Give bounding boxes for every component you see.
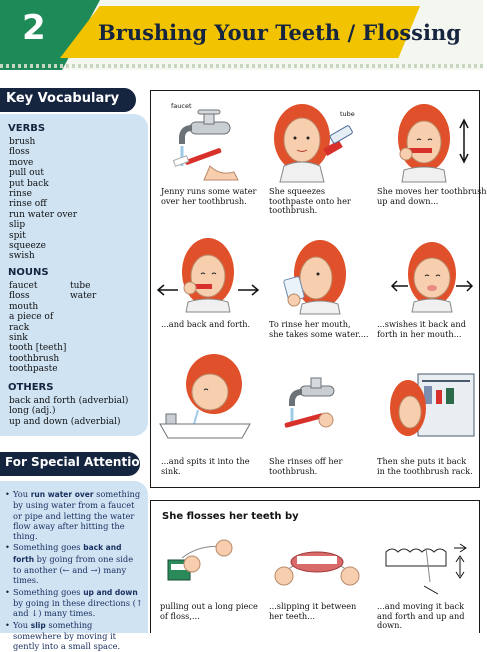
list-item: tooth [teeth] (9, 343, 67, 354)
list-item: sink (9, 333, 28, 344)
brushing-up-down-illustration (392, 104, 474, 182)
list-item: water (70, 291, 97, 302)
list-item: floss (9, 147, 30, 158)
step-3-caption: She moves her toothbrush up and down... (377, 186, 487, 206)
attention-title: For Special Attention (5, 455, 149, 469)
rinsing-toothbrush-illustration (278, 376, 350, 436)
list-item: faucet (9, 281, 38, 291)
list-item: squeeze (9, 241, 46, 252)
page-title: Brushing Your Teeth / Flossing (98, 20, 461, 45)
list-item: floss (9, 291, 30, 302)
faucet-label: faucet (171, 102, 192, 110)
list-item: brush (9, 137, 36, 147)
list-item: run water over (9, 209, 78, 220)
faucet-illustration (168, 106, 248, 180)
tube-label: tube (340, 110, 355, 118)
vocab-tab (0, 88, 136, 112)
step-9-caption: Then she puts it back in the toothbrush rack. (377, 456, 473, 476)
others-list (9, 396, 128, 427)
flossing-heading: She flosses her teeth by (162, 511, 299, 522)
others-heading: OTHERS (8, 382, 54, 393)
toothbrush-rack-illustration (388, 372, 476, 440)
step-8-caption: She rinses off her toothbrush. (269, 456, 343, 476)
nouns-list-col2 (70, 281, 96, 302)
floss-step-3-caption: ...and moving it back and forth and up and down. (377, 601, 465, 631)
list-item: pull out (9, 168, 45, 179)
floss-between-teeth-illustration (272, 534, 362, 590)
list-item: rack (9, 322, 30, 333)
list-item: swish (9, 251, 35, 262)
step-2-caption: She squeezes toothpaste onto her toothbrush. (269, 186, 351, 216)
attention-tips (5, 489, 143, 652)
floss-step-1-caption: pulling out a long piece of floss,... (160, 601, 258, 621)
list-item: • You run water over something by using water from a faucet or pipe and letting the water flow away after hitting the thing. (5, 489, 143, 541)
step-5-caption: To rinse her mouth, she takes some water.... (269, 319, 369, 339)
header-divider (0, 64, 483, 68)
step-7-caption: ...and spits it into the sink. (161, 456, 250, 476)
list-item: put back (9, 178, 49, 189)
nouns-list (9, 281, 66, 375)
list-item: rinse off (9, 199, 47, 210)
list-item: toothbrush (9, 353, 60, 364)
list-item: • Something goes up and down by going in these directions (↑ and ↓) many times. (5, 587, 143, 619)
step-6-caption: ...swishes it back and forth in her mouth... (377, 319, 466, 339)
chapter-number: 2 (22, 8, 46, 48)
list-item: up and down (adverbial) (9, 416, 121, 427)
vocab-title: Key Vocabulary (6, 91, 120, 106)
list-item: rinse (9, 189, 32, 200)
list-item: spit (9, 230, 26, 241)
list-item: slip (9, 220, 26, 231)
floss-dispenser-illustration (162, 534, 246, 590)
verbs-heading: VERBS (8, 123, 46, 134)
verbs-list (9, 137, 77, 262)
nouns-heading: NOUNS (8, 267, 49, 278)
list-item: mouth (9, 301, 39, 312)
list-item: move (9, 157, 34, 168)
swishing-illustration (390, 240, 474, 312)
step-1-caption: Jenny runs some water over her toothbrush. (161, 186, 257, 206)
list-item: a piece of (9, 312, 54, 323)
brushing-back-forth-illustration (156, 238, 260, 312)
list-item: tube (70, 281, 91, 291)
floss-moving-illustration (380, 542, 476, 598)
rinsing-mouth-illustration (274, 240, 354, 314)
list-item: back and forth (adverbial) (9, 396, 129, 406)
attention-tab (0, 452, 149, 476)
floss-step-2-caption: ...slipping it between her teeth... (269, 601, 357, 621)
spitting-illustration (158, 354, 252, 438)
list-item: • You slip something somewhere by moving it gently into a small space. (5, 620, 143, 652)
list-item: long (adj.) (9, 406, 56, 417)
step-4-caption: ...and back and forth. (161, 319, 251, 329)
list-item: • Something goes back and forth by going from one side to another (← and →) many times. (5, 542, 143, 585)
list-item: toothpaste (9, 364, 58, 375)
